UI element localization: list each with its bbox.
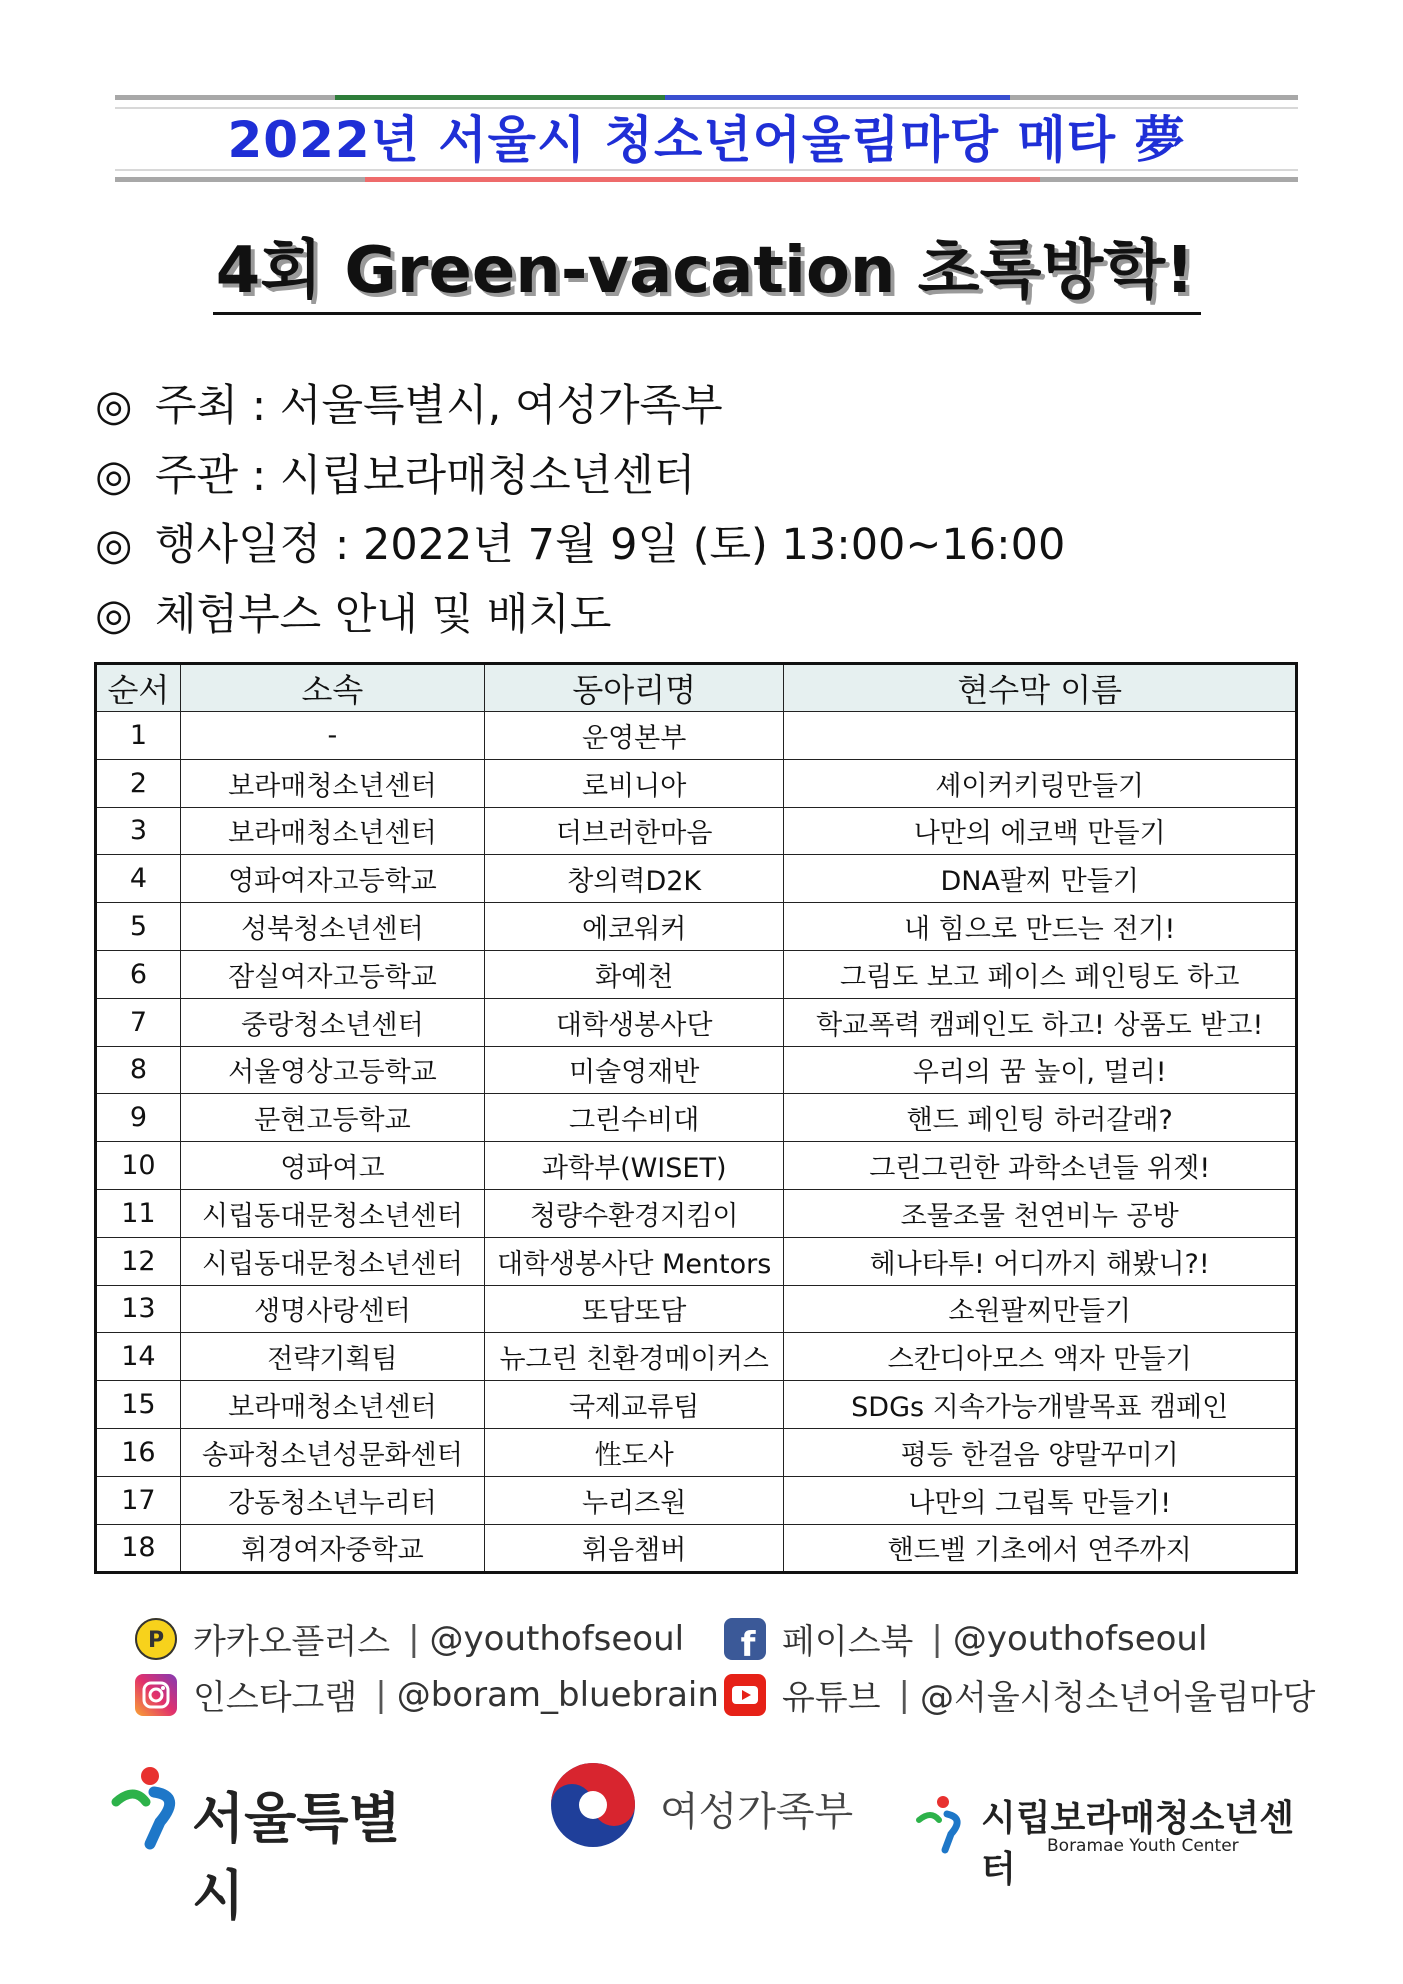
- boramae-symbol-icon: [915, 1792, 971, 1856]
- table-row: [96, 998, 1297, 1046]
- cell-affiliation: 영파여고: [180, 1142, 484, 1190]
- double-circle-icon: ◎: [95, 590, 133, 640]
- cell-banner-name: 나만의 에코백 만들기: [784, 807, 1297, 855]
- main-title: 4회 Green-vacation 초록방학!: [215, 234, 1195, 308]
- cell-affiliation: 강동청소년누리터: [180, 1476, 484, 1524]
- cell-banner-name: 헤나타투! 어디까지 해봤니?!: [784, 1237, 1297, 1285]
- header-banner-name: 현수막 이름: [784, 664, 1297, 712]
- cell-banner-name: 소원팔찌만들기: [784, 1285, 1297, 1333]
- cell-order: 18: [96, 1524, 181, 1573]
- cell-club: 미술영재반: [484, 1046, 783, 1094]
- mogef-logo: 여성가족부: [548, 1760, 868, 1850]
- cell-affiliation: 잠실여자고등학교: [180, 950, 484, 998]
- cell-affiliation: -: [180, 712, 484, 760]
- table-row: [96, 807, 1297, 855]
- info-booth-guide: ◎ 체험부스 안내 및 배치도: [95, 590, 612, 640]
- cell-order: 15: [96, 1381, 181, 1429]
- cell-order: 13: [96, 1285, 181, 1333]
- cell-banner-name: SDGs 지속가능개발목표 캠페인: [784, 1381, 1297, 1429]
- table-row: [96, 1524, 1297, 1573]
- cell-club: 로비니아: [484, 759, 783, 807]
- header-top-rule: [115, 95, 1298, 100]
- table-row: [96, 1237, 1297, 1285]
- cell-affiliation: 성북청소년센터: [180, 903, 484, 951]
- cell-affiliation: 중랑청소년센터: [180, 998, 484, 1046]
- cell-order: 5: [96, 903, 181, 951]
- taegeuk-icon: [548, 1760, 638, 1850]
- social-youtube[interactable]: 유튜브 | @서울시청소년어울림마당: [724, 1670, 1315, 1719]
- table-row: [96, 1333, 1297, 1381]
- cell-order: 8: [96, 1046, 181, 1094]
- table-row: [96, 1189, 1297, 1237]
- cell-affiliation: 생명사랑센터: [180, 1285, 484, 1333]
- instagram-icon: [135, 1674, 177, 1716]
- header-bottom-rule: [115, 177, 1298, 182]
- cell-order: 14: [96, 1333, 181, 1381]
- boramae-logo: 시립보라매청소년센터 Boramae Youth Center: [915, 1790, 1305, 1860]
- cell-affiliation: 송파청소년성문화센터: [180, 1428, 484, 1476]
- header-club: 동아리명: [484, 664, 783, 712]
- cell-order: 17: [96, 1476, 181, 1524]
- main-title-underline: [213, 312, 1201, 315]
- cell-order: 12: [96, 1237, 181, 1285]
- table-row: [96, 1381, 1297, 1429]
- cell-affiliation: 보라매청소년센터: [180, 759, 484, 807]
- info-schedule: ◎ 행사일정 : 2022년 7월 9일 (토) 13:00~16:00: [95, 520, 1066, 570]
- header-affiliation: 소속: [180, 664, 484, 712]
- cell-banner-name: 핸드벨 기초에서 연주까지: [784, 1524, 1297, 1573]
- seoul-logo: 서울특별시: [110, 1762, 450, 1852]
- info-organizer: ◎ 주관 : 시립보라매청소년센터: [95, 451, 696, 501]
- cell-club: 화예천: [484, 950, 783, 998]
- cell-order: 4: [96, 855, 181, 903]
- social-kakao[interactable]: P 카카오플러스 | @youthofseoul: [135, 1614, 684, 1663]
- cell-club: 누리즈원: [484, 1476, 783, 1524]
- cell-order: 1: [96, 712, 181, 760]
- cell-banner-name: 셰이커키링만들기: [784, 759, 1297, 807]
- svg-text:f: f: [740, 1624, 756, 1660]
- cell-club: 청량수환경지킴이: [484, 1189, 783, 1237]
- cell-affiliation: 시립동대문청소년센터: [180, 1237, 484, 1285]
- social-facebook[interactable]: f 페이스북 | @youthofseoul: [724, 1614, 1207, 1663]
- cell-club: 대학생봉사단 Mentors: [484, 1237, 783, 1285]
- cell-banner-name: 핸드 페인팅 하러갈래?: [784, 1094, 1297, 1142]
- table-row: [96, 1094, 1297, 1142]
- cell-banner-name: 나만의 그립톡 만들기!: [784, 1476, 1297, 1524]
- table-row: [96, 1142, 1297, 1190]
- kakao-plus-icon: [135, 1618, 177, 1660]
- cell-banner-name: 스칸디아모스 액자 만들기: [784, 1333, 1297, 1381]
- cell-club: 운영본부: [484, 712, 783, 760]
- cell-banner-name: DNA팔찌 만들기: [784, 855, 1297, 903]
- cell-affiliation: 영파여자고등학교: [180, 855, 484, 903]
- cell-banner-name: 평등 한걸음 양말꾸미기: [784, 1428, 1297, 1476]
- double-circle-icon: ◎: [95, 451, 133, 501]
- cell-club: 그린수비대: [484, 1094, 783, 1142]
- cell-order: 16: [96, 1428, 181, 1476]
- cell-order: 10: [96, 1142, 181, 1190]
- social-instagram[interactable]: 인스타그램 | @boram_bluebrain: [135, 1670, 719, 1719]
- cell-club: 과학부(WISET): [484, 1142, 783, 1190]
- cell-affiliation: 시립동대문청소년센터: [180, 1189, 484, 1237]
- cell-affiliation: 보라매청소년센터: [180, 807, 484, 855]
- cell-banner-name: 내 힘으로 만드는 전기!: [784, 903, 1297, 951]
- table-row: [96, 712, 1297, 760]
- cell-banner-name: 그린그린한 과학소년들 위젯!: [784, 1142, 1297, 1190]
- table-row: [96, 1285, 1297, 1333]
- cell-club: 더브러한마음: [484, 807, 783, 855]
- table-row: [96, 1476, 1297, 1524]
- svg-text:P: P: [147, 1627, 165, 1653]
- booth-table: [94, 662, 1298, 1574]
- cell-affiliation: 문현고등학교: [180, 1094, 484, 1142]
- cell-order: 7: [96, 998, 181, 1046]
- cell-banner-name: 조물조물 천연비누 공방: [784, 1189, 1297, 1237]
- cell-club: 휘음챔버: [484, 1524, 783, 1573]
- cell-affiliation: 휘경여자중학교: [180, 1524, 484, 1573]
- cell-banner-name: 그림도 보고 페이스 페인팅도 하고: [784, 950, 1297, 998]
- cell-order: 6: [96, 950, 181, 998]
- table-row: [96, 950, 1297, 998]
- youtube-icon: [724, 1674, 766, 1716]
- facebook-icon: [724, 1618, 766, 1660]
- cell-club: 또담또담: [484, 1285, 783, 1333]
- info-host: ◎ 주최 : 서울특별시, 여성가족부: [95, 381, 723, 431]
- cell-order: 3: [96, 807, 181, 855]
- table-row: [96, 1046, 1297, 1094]
- cell-club: 대학생봉사단: [484, 998, 783, 1046]
- cell-club: 국제교류팀: [484, 1381, 783, 1429]
- table-row: [96, 855, 1297, 903]
- header-order: 순서: [96, 664, 181, 712]
- cell-order: 2: [96, 759, 181, 807]
- cell-club: 에코워커: [484, 903, 783, 951]
- cell-order: 11: [96, 1189, 181, 1237]
- cell-banner-name: 학교폭력 캠페인도 하고! 상품도 받고!: [784, 998, 1297, 1046]
- double-circle-icon: ◎: [95, 520, 133, 570]
- table-row: [96, 1428, 1297, 1476]
- double-circle-icon: ◎: [95, 381, 133, 431]
- cell-affiliation: 서울영상고등학교: [180, 1046, 484, 1094]
- table-row: [96, 903, 1297, 951]
- cell-banner-name: 우리의 꿈 높이, 멀리!: [784, 1046, 1297, 1094]
- cell-affiliation: 전략기획팀: [180, 1333, 484, 1381]
- table-header-row: [96, 664, 1297, 712]
- header-band: [115, 95, 1298, 175]
- cell-club: 창의력D2K: [484, 855, 783, 903]
- cell-club: 뉴그린 친환경메이커스: [484, 1333, 783, 1381]
- banner-title: 2022년 서울시 청소년어울림마당 메타 夢: [227, 111, 1186, 169]
- seoul-symbol-icon: [110, 1762, 190, 1852]
- cell-order: 9: [96, 1094, 181, 1142]
- cell-club: 性도사: [484, 1428, 783, 1476]
- cell-banner-name: [784, 712, 1297, 760]
- table-row: [96, 759, 1297, 807]
- cell-affiliation: 보라매청소년센터: [180, 1381, 484, 1429]
